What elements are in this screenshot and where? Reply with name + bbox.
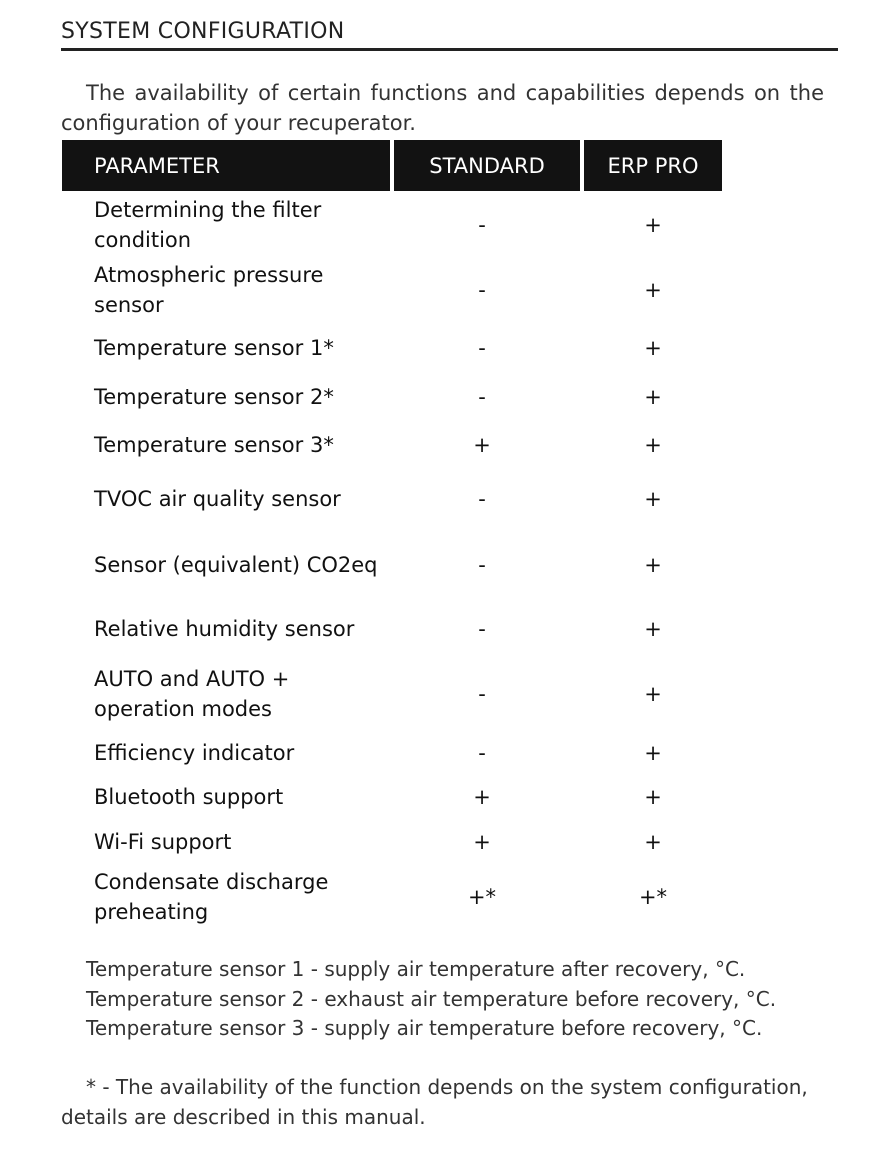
row-standard-value: +	[473, 433, 491, 457]
row-standard-value: -	[478, 212, 486, 237]
row-standard-value: -	[478, 335, 486, 360]
row-erp-pro-value: +*	[638, 885, 668, 909]
row-parameter: Efficiency indicator	[94, 741, 295, 765]
sensor-note: Temperature sensor 3 - supply air temperature before recovery, °C.	[86, 1016, 763, 1040]
row-erp-pro-value: +	[644, 487, 662, 511]
row-parameter: Temperature sensor 2*	[94, 384, 334, 409]
row-parameter: TVOC air quality sensor	[94, 487, 341, 511]
table-row	[62, 373, 722, 420]
row-standard-value: +	[473, 829, 491, 854]
table-header-row	[62, 140, 722, 191]
table-row	[62, 656, 722, 731]
row-erp-pro-value: +	[644, 829, 662, 854]
row-parameter: Determining the filter condition	[94, 197, 322, 252]
sensor-note: Temperature sensor 1 - supply air temperature after recovery, °C.	[86, 957, 746, 981]
row-erp-pro-value: +	[644, 617, 662, 641]
title-divider	[61, 48, 838, 51]
row-standard-value: -	[478, 553, 486, 577]
table-row	[62, 528, 722, 602]
table-row	[62, 470, 722, 528]
sensor-note: Temperature sensor 2 - exhaust air temperature before recovery, °C.	[86, 986, 777, 1011]
table-row	[62, 864, 722, 930]
row-erp-pro-value: +	[644, 785, 662, 809]
asterisk-footnote: * - The availability of the function depends on the system configuration, details are described in this manual.	[61, 1075, 808, 1129]
row-erp-pro-value: +	[644, 278, 662, 302]
row-parameter: Relative humidity sensor	[94, 617, 355, 641]
table-row	[62, 191, 722, 258]
row-parameter: Temperature sensor 3*	[94, 433, 334, 457]
header-erp-pro: ERP PRO	[584, 140, 722, 191]
header-parameter: PARAMETER	[62, 140, 390, 191]
row-parameter: Wi-Fi support	[94, 829, 232, 854]
table-row	[62, 775, 722, 819]
header-standard: STANDARD	[394, 140, 580, 191]
row-parameter: Sensor (equivalent) CO2eq	[94, 553, 378, 577]
table-row	[62, 420, 722, 470]
table-row	[62, 731, 722, 775]
section-title: SYSTEM CONFIGURATION	[61, 19, 345, 44]
row-parameter: Atmospheric pressure sensor	[94, 263, 324, 317]
row-erp-pro-value: +	[644, 681, 662, 706]
row-standard-value: -	[478, 681, 486, 706]
row-erp-pro-value: +	[644, 741, 662, 765]
table-row	[62, 602, 722, 656]
configuration-table	[58, 140, 726, 930]
row-erp-pro-value: +	[644, 335, 662, 360]
intro-paragraph: The availability of certain functions and capabilities depends on the configuration of your recuperator.	[61, 81, 824, 135]
row-standard-value: -	[478, 741, 486, 765]
row-parameter: AUTO and AUTO + operation modes	[94, 666, 290, 721]
row-standard-value: -	[478, 487, 486, 511]
table-row	[62, 819, 722, 864]
sensor-notes	[86, 955, 776, 1044]
row-parameter: Bluetooth support	[94, 785, 284, 809]
table-row	[62, 258, 722, 322]
row-parameter: Condensate discharge preheating	[94, 870, 329, 924]
row-erp-pro-value: +	[644, 433, 662, 457]
row-erp-pro-value: +	[644, 553, 662, 577]
table-row	[62, 322, 722, 373]
row-erp-pro-value: +	[644, 212, 662, 237]
row-standard-value: -	[478, 617, 486, 641]
row-parameter: Temperature sensor 1*	[94, 335, 334, 360]
row-standard-value: +	[473, 785, 491, 809]
row-standard-value: +*	[467, 885, 497, 909]
row-erp-pro-value: +	[644, 384, 662, 409]
row-standard-value: -	[478, 278, 486, 302]
row-standard-value: -	[478, 384, 486, 409]
